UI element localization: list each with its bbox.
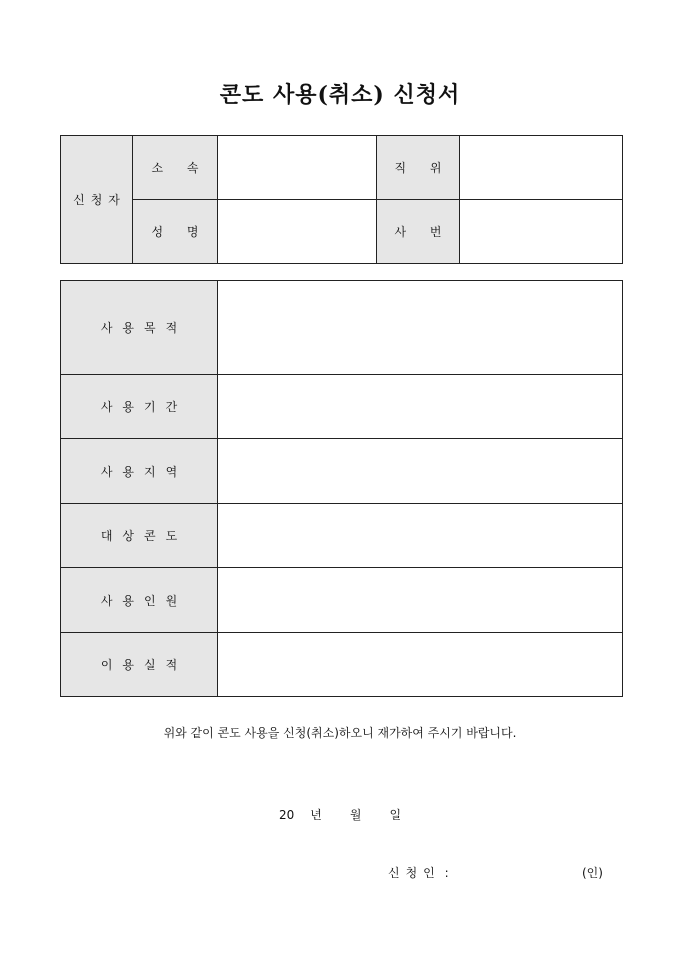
purpose-field[interactable]: [218, 281, 623, 375]
history-field[interactable]: [218, 633, 623, 697]
purpose-label: 사용목적: [61, 281, 218, 375]
year-unit: 년: [310, 808, 322, 822]
day-unit: 일: [389, 808, 402, 822]
employee-number-label: 사 번: [377, 200, 460, 264]
detail-row-period: [61, 375, 623, 439]
condo-field[interactable]: [218, 504, 623, 568]
applicant-signature-line: [388, 864, 449, 881]
headcount-label: 사용인원: [61, 568, 218, 633]
detail-table: [60, 280, 623, 697]
document-title: 콘도 사용(취소) 신청서: [219, 82, 461, 108]
period-label: 사용기간: [61, 375, 218, 439]
history-label: 이용실적: [61, 633, 218, 697]
applicant-row-affiliation: [61, 136, 623, 200]
detail-row-history: [61, 633, 623, 697]
period-field[interactable]: [218, 375, 623, 439]
seal-mark: (인): [582, 866, 603, 880]
name-field[interactable]: [218, 200, 377, 264]
employee-number-field[interactable]: [460, 200, 623, 264]
signature-label: 신청인: [388, 866, 441, 880]
name-label: 성 명: [133, 200, 218, 264]
month-unit: 월: [349, 808, 362, 822]
position-field[interactable]: [460, 136, 623, 200]
condo-label: 대상콘도: [61, 504, 218, 568]
detail-row-region: [61, 439, 623, 504]
detail-row-headcount: [61, 568, 623, 633]
applicant-row-name: [61, 200, 623, 264]
detail-row-purpose: [61, 281, 623, 375]
affiliation-label: 소 속: [133, 136, 218, 200]
region-label: 사용지역: [61, 439, 218, 504]
year-prefix: 20: [278, 808, 295, 822]
affiliation-field[interactable]: [218, 136, 377, 200]
headcount-field[interactable]: [218, 568, 623, 633]
applicant-table: [60, 135, 623, 264]
applicant-group-label: 신청자: [61, 136, 133, 264]
detail-row-condo: [61, 504, 623, 568]
region-field[interactable]: [218, 439, 623, 504]
position-label: 직 위: [377, 136, 460, 200]
date-line: [0, 806, 680, 823]
request-statement: 위와 같이 콘도 사용을 신청(취소)하오니 재가하여 주시기 바랍니다.: [163, 726, 517, 740]
signature-colon: :: [444, 866, 449, 880]
